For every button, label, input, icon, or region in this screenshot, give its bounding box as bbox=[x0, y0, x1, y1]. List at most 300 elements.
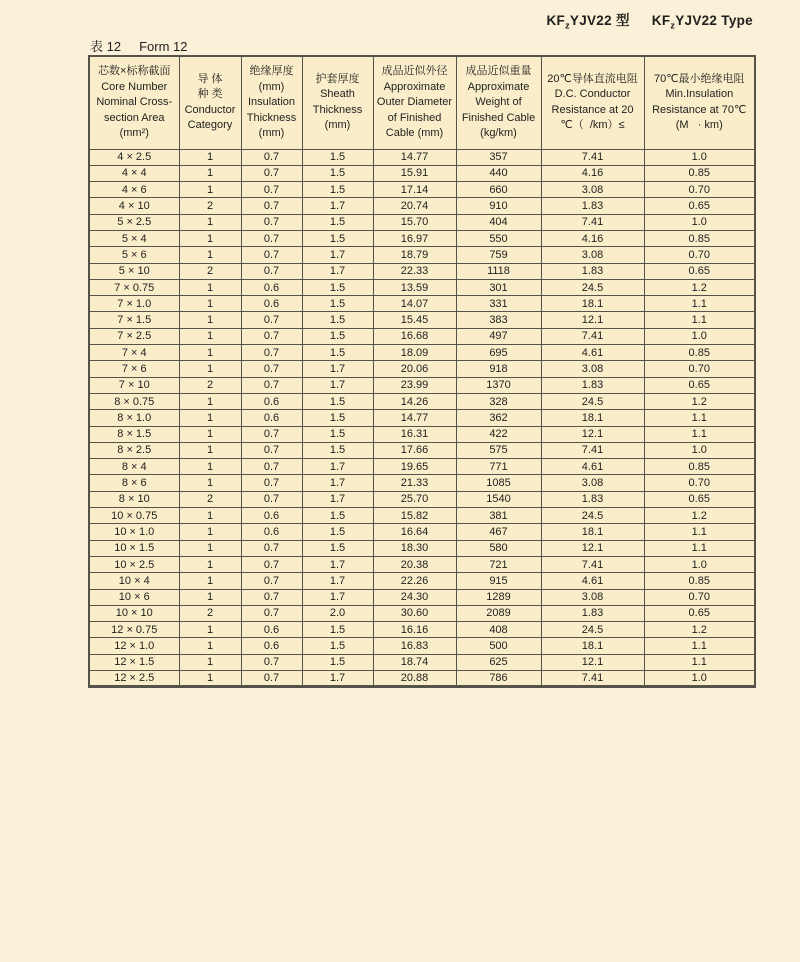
table-cell: 16.68 bbox=[373, 328, 456, 344]
table-cell: 18.74 bbox=[373, 654, 456, 670]
table-cell: 0.7 bbox=[241, 263, 302, 279]
table-cell: 497 bbox=[456, 328, 541, 344]
table-cell: 1.0 bbox=[644, 214, 755, 230]
table-cell: 0.7 bbox=[241, 589, 302, 605]
table-cell: 1 bbox=[179, 165, 241, 181]
header-line: 绝缘厚度 bbox=[249, 65, 294, 77]
table-cell: 2 bbox=[179, 491, 241, 507]
table-cell: 0.7 bbox=[241, 573, 302, 589]
table-cell: 24.5 bbox=[541, 622, 644, 638]
table-cell: 1.0 bbox=[644, 556, 755, 572]
table-row bbox=[89, 524, 755, 540]
table-cell: 1.7 bbox=[302, 459, 373, 475]
table-cell: 8 × 0.75 bbox=[89, 393, 179, 409]
table-cell: 1 bbox=[179, 426, 241, 442]
table-cell: 13.59 bbox=[373, 279, 456, 295]
table-cell: 1.7 bbox=[302, 573, 373, 589]
table-cell: 0.7 bbox=[241, 198, 302, 214]
table-cell: 1 bbox=[179, 622, 241, 638]
table-cell: 625 bbox=[456, 654, 541, 670]
table-cell: 1 bbox=[179, 589, 241, 605]
table-cell: 0.7 bbox=[241, 182, 302, 198]
table-cell: 404 bbox=[456, 214, 541, 230]
header-line: Category bbox=[187, 119, 233, 132]
table-cell: 7.41 bbox=[541, 149, 644, 165]
table-cell: 1.0 bbox=[644, 328, 755, 344]
table-cell: 1289 bbox=[456, 589, 541, 605]
table-cell: 1 bbox=[179, 296, 241, 312]
table-row bbox=[89, 263, 755, 279]
table-cell: 14.07 bbox=[373, 296, 456, 312]
table-cell: 18.1 bbox=[541, 638, 644, 654]
table-cell: 15.45 bbox=[373, 312, 456, 328]
table-cell: 16.83 bbox=[373, 638, 456, 654]
table-cell: 331 bbox=[456, 296, 541, 312]
table-cell: 2 bbox=[179, 377, 241, 393]
type-label-en: $KF_zYJV22$ Type bbox=[651, 13, 753, 31]
header-line: 芯数×标称截面 bbox=[98, 65, 171, 77]
header-line: Weight of bbox=[475, 96, 522, 108]
table-cell: 16.64 bbox=[373, 524, 456, 540]
table-cell: 0.70 bbox=[644, 475, 755, 491]
table-cell: 12 × 2.5 bbox=[89, 671, 179, 687]
table-cell: 1.7 bbox=[302, 671, 373, 687]
table-row bbox=[89, 605, 755, 621]
table-cell: 1 bbox=[179, 459, 241, 475]
type-label-cn-sub: z bbox=[565, 20, 570, 31]
col-header-1 bbox=[89, 56, 179, 149]
table-cell: 19.65 bbox=[373, 459, 456, 475]
table-cell: 1.1 bbox=[644, 296, 755, 312]
type-label-en-sub: z bbox=[670, 20, 676, 31]
table-cell: 12 × 1.0 bbox=[89, 638, 179, 654]
header-line: Conductor bbox=[184, 103, 236, 116]
table-cell: 1.5 bbox=[302, 426, 373, 442]
header-line: 成品近似重量 bbox=[465, 65, 532, 77]
table-cell: 1.83 bbox=[541, 491, 644, 507]
table-cell: 1 bbox=[179, 393, 241, 409]
table-cell: 1.83 bbox=[541, 263, 644, 279]
table-cell: 500 bbox=[456, 638, 541, 654]
table-cell: 10 × 1.5 bbox=[89, 540, 179, 556]
header-line: Outer Diameter bbox=[376, 96, 453, 108]
table-cell: 1 bbox=[179, 654, 241, 670]
table-cell: 0.7 bbox=[241, 475, 302, 491]
table-cell: 8 × 1.0 bbox=[89, 410, 179, 426]
table-cell: 7.41 bbox=[541, 556, 644, 572]
table-cell: 0.6 bbox=[241, 279, 302, 295]
table-cell: 18.1 bbox=[541, 524, 644, 540]
table-cell: 7 × 2.5 bbox=[89, 328, 179, 344]
table-row bbox=[89, 296, 755, 312]
table-cell: 1.7 bbox=[302, 377, 373, 393]
table-cell: 3.08 bbox=[541, 361, 644, 377]
header-line: Core Number bbox=[101, 80, 168, 93]
table-cell: 0.85 bbox=[644, 165, 755, 181]
table-row bbox=[89, 671, 755, 687]
table-cell: 1.83 bbox=[541, 605, 644, 621]
header-line: 70℃最小绝缘电阻 bbox=[653, 72, 745, 85]
table-cell: 12 × 0.75 bbox=[89, 622, 179, 638]
table-cell: 1.7 bbox=[302, 556, 373, 572]
table-cell: 4.61 bbox=[541, 573, 644, 589]
header-line: Approximate bbox=[467, 80, 530, 93]
table-cell: 0.7 bbox=[241, 671, 302, 687]
header-line: (mm) bbox=[258, 127, 285, 139]
table-cell: 0.7 bbox=[241, 556, 302, 572]
table-cell: 1 bbox=[179, 361, 241, 377]
table-cell: 1.5 bbox=[302, 149, 373, 165]
table-cell: 25.70 bbox=[373, 491, 456, 507]
table-cell: 12.1 bbox=[541, 312, 644, 328]
table-cell: 5 × 4 bbox=[89, 230, 179, 246]
table-cell: 0.65 bbox=[644, 198, 755, 214]
table-cell: 0.70 bbox=[644, 589, 755, 605]
table-row bbox=[89, 589, 755, 605]
table-cell: 422 bbox=[456, 426, 541, 442]
table-cell: 3.08 bbox=[541, 247, 644, 263]
header-line: (M · km) bbox=[675, 119, 723, 132]
table-cell: 1.5 bbox=[302, 182, 373, 198]
header-line: 种 类 bbox=[197, 88, 223, 101]
table-cell: 5 × 10 bbox=[89, 263, 179, 279]
table-cell: 1.5 bbox=[302, 524, 373, 540]
table-cell: 1 bbox=[179, 442, 241, 458]
header-line: (mm) bbox=[324, 119, 351, 132]
table-cell: 18.1 bbox=[541, 410, 644, 426]
table-cell: 915 bbox=[456, 573, 541, 589]
table-cell: 1.5 bbox=[302, 328, 373, 344]
header-line: ℃（ /km）≤ bbox=[560, 119, 625, 132]
table-cell: 20.74 bbox=[373, 198, 456, 214]
header-line: Insulation bbox=[247, 96, 296, 108]
table-cell: 2.0 bbox=[302, 605, 373, 621]
table-cell: 1 bbox=[179, 524, 241, 540]
table-cell: 7 × 10 bbox=[89, 377, 179, 393]
table-cell: 1.2 bbox=[644, 279, 755, 295]
table-cell: 10 × 2.5 bbox=[89, 556, 179, 572]
table-cell: 12 × 1.5 bbox=[89, 654, 179, 670]
table-cell: 4.61 bbox=[541, 459, 644, 475]
table-cell: 0.85 bbox=[644, 345, 755, 361]
table-cell: 1.7 bbox=[302, 247, 373, 263]
table-cell: 1.5 bbox=[302, 279, 373, 295]
header-line: Finished Cable bbox=[461, 111, 536, 124]
table-cell: 15.70 bbox=[373, 214, 456, 230]
table-cell: 18.79 bbox=[373, 247, 456, 263]
table-cell: 1 bbox=[179, 230, 241, 246]
header-line: Thickness bbox=[312, 103, 363, 116]
table-cell: 0.7 bbox=[241, 442, 302, 458]
col-header-6 bbox=[456, 56, 541, 149]
table-cell: 22.33 bbox=[373, 263, 456, 279]
table-cell: 24.5 bbox=[541, 508, 644, 524]
table-cell: 12.1 bbox=[541, 654, 644, 670]
table-cell: 580 bbox=[456, 540, 541, 556]
table-row bbox=[89, 573, 755, 589]
table-cell: 15.82 bbox=[373, 508, 456, 524]
table-cell: 1.83 bbox=[541, 377, 644, 393]
table-cell: 1 bbox=[179, 247, 241, 263]
type-label-cn: $KF_zYJV22$ 型 bbox=[546, 13, 630, 31]
table-cell: 8 × 1.5 bbox=[89, 426, 179, 442]
table-cell: 18.30 bbox=[373, 540, 456, 556]
table-cell: 381 bbox=[456, 508, 541, 524]
table-cell: 0.6 bbox=[241, 638, 302, 654]
page-type-label bbox=[546, 9, 753, 31]
table-cell: 1.0 bbox=[644, 149, 755, 165]
table-cell: 1.5 bbox=[302, 622, 373, 638]
table-cell: 2 bbox=[179, 198, 241, 214]
table-caption-cn: 表 12 bbox=[90, 39, 122, 54]
table-cell: 18.09 bbox=[373, 345, 456, 361]
table-row bbox=[89, 410, 755, 426]
table-cell: 7 × 4 bbox=[89, 345, 179, 361]
table-cell: 3.08 bbox=[541, 589, 644, 605]
table-row bbox=[89, 312, 755, 328]
table-cell: 0.6 bbox=[241, 524, 302, 540]
table-cell: 17.66 bbox=[373, 442, 456, 458]
table-row bbox=[89, 393, 755, 409]
table-cell: 14.26 bbox=[373, 393, 456, 409]
table-cell: 0.7 bbox=[241, 377, 302, 393]
table-cell: 10 × 1.0 bbox=[89, 524, 179, 540]
table-cell: 0.6 bbox=[241, 622, 302, 638]
table-caption-en: Form 12 bbox=[139, 39, 188, 54]
col-header-7 bbox=[541, 56, 644, 149]
table-cell: 408 bbox=[456, 622, 541, 638]
table-cell: 1 bbox=[179, 475, 241, 491]
table-cell: 0.65 bbox=[644, 377, 755, 393]
table-cell: 4 × 6 bbox=[89, 182, 179, 198]
table-cell: 1.5 bbox=[302, 654, 373, 670]
table-cell: 1.2 bbox=[644, 622, 755, 638]
table-header bbox=[89, 56, 755, 149]
table-cell: 1.5 bbox=[302, 296, 373, 312]
table-cell: 0.6 bbox=[241, 508, 302, 524]
table-cell: 14.77 bbox=[373, 410, 456, 426]
table-row bbox=[89, 198, 755, 214]
table-cell: 20.38 bbox=[373, 556, 456, 572]
table-cell: 0.7 bbox=[241, 149, 302, 165]
table-cell: 1.5 bbox=[302, 540, 373, 556]
table-cell: 357 bbox=[456, 149, 541, 165]
table-cell: 1.1 bbox=[644, 524, 755, 540]
table-row bbox=[89, 556, 755, 572]
table-cell: 1 bbox=[179, 149, 241, 165]
header-line: of Finished bbox=[387, 111, 442, 124]
header-line: 护套厚度 bbox=[315, 72, 360, 85]
table-cell: 1 bbox=[179, 671, 241, 687]
table-cell: 0.7 bbox=[241, 540, 302, 556]
table-cell: 8 × 2.5 bbox=[89, 442, 179, 458]
table-header-row bbox=[89, 56, 755, 149]
table-row bbox=[89, 654, 755, 670]
table-cell: 1.7 bbox=[302, 491, 373, 507]
table-cell: 1.7 bbox=[302, 361, 373, 377]
table-cell: 910 bbox=[456, 198, 541, 214]
table-cell: 721 bbox=[456, 556, 541, 572]
table-row bbox=[89, 247, 755, 263]
table-cell: 0.85 bbox=[644, 230, 755, 246]
table-cell: 16.97 bbox=[373, 230, 456, 246]
table-cell: 17.14 bbox=[373, 182, 456, 198]
table-cell: 7.41 bbox=[541, 442, 644, 458]
table-row bbox=[89, 149, 755, 165]
header-line: (mm) bbox=[258, 80, 285, 93]
table-cell: 7.41 bbox=[541, 328, 644, 344]
table-row bbox=[89, 214, 755, 230]
table-cell: 7 × 6 bbox=[89, 361, 179, 377]
table-cell: 16.31 bbox=[373, 426, 456, 442]
table-cell: 1.83 bbox=[541, 198, 644, 214]
table-row bbox=[89, 426, 755, 442]
table-cell: 0.7 bbox=[241, 491, 302, 507]
table-cell: 30.60 bbox=[373, 605, 456, 621]
table-cell: 10 × 0.75 bbox=[89, 508, 179, 524]
table-cell: 0.7 bbox=[241, 328, 302, 344]
table-cell: 1.7 bbox=[302, 589, 373, 605]
table-cell: 1.2 bbox=[644, 393, 755, 409]
col-header-2 bbox=[179, 56, 241, 149]
table-cell: 0.65 bbox=[644, 263, 755, 279]
table-cell: 4 × 10 bbox=[89, 198, 179, 214]
table-cell: 7 × 0.75 bbox=[89, 279, 179, 295]
table-cell: 550 bbox=[456, 230, 541, 246]
table-cell: 2 bbox=[179, 605, 241, 621]
table-cell: 0.65 bbox=[644, 605, 755, 621]
table-cell: 14.77 bbox=[373, 149, 456, 165]
table-row bbox=[89, 475, 755, 491]
table-cell: 1 bbox=[179, 556, 241, 572]
table-cell: 1 bbox=[179, 182, 241, 198]
table-cell: 383 bbox=[456, 312, 541, 328]
table-cell: 1.7 bbox=[302, 475, 373, 491]
table-cell: 0.7 bbox=[241, 361, 302, 377]
table-cell: 1.5 bbox=[302, 230, 373, 246]
table-cell: 5 × 6 bbox=[89, 247, 179, 263]
table-row bbox=[89, 508, 755, 524]
table-cell: 328 bbox=[456, 393, 541, 409]
table-cell: 24.5 bbox=[541, 393, 644, 409]
table-cell: 10 × 10 bbox=[89, 605, 179, 621]
header-line: Thickness bbox=[246, 111, 297, 124]
table-cell: 20.88 bbox=[373, 671, 456, 687]
header-line: Nominal Cross- bbox=[96, 96, 173, 108]
table-cell: 771 bbox=[456, 459, 541, 475]
table-cell: 1.0 bbox=[644, 442, 755, 458]
table-cell: 362 bbox=[456, 410, 541, 426]
table-row bbox=[89, 165, 755, 181]
table-cell: 2 bbox=[179, 263, 241, 279]
table-cell: 660 bbox=[456, 182, 541, 198]
table-cell: 3.08 bbox=[541, 182, 644, 198]
table-row bbox=[89, 377, 755, 393]
table-row bbox=[89, 345, 755, 361]
table-cell: 1.2 bbox=[644, 508, 755, 524]
table-cell: 467 bbox=[456, 524, 541, 540]
table-cell: 1.0 bbox=[644, 671, 755, 687]
table-cell: 1.1 bbox=[644, 654, 755, 670]
table-cell: 1.5 bbox=[302, 638, 373, 654]
table-body bbox=[89, 149, 755, 687]
table-cell: 1.7 bbox=[302, 198, 373, 214]
table-cell: 1 bbox=[179, 638, 241, 654]
table-cell: 1 bbox=[179, 410, 241, 426]
table-row bbox=[89, 638, 755, 654]
table-cell: 0.6 bbox=[241, 393, 302, 409]
table-cell: 695 bbox=[456, 345, 541, 361]
header-line: Approximate bbox=[383, 80, 446, 93]
table-cell: 0.7 bbox=[241, 312, 302, 328]
table-cell: 0.7 bbox=[241, 426, 302, 442]
table-cell: 4 × 2.5 bbox=[89, 149, 179, 165]
header-line: Resistance at 20 bbox=[551, 103, 634, 116]
table-cell: 1.1 bbox=[644, 410, 755, 426]
table-cell: 4.16 bbox=[541, 165, 644, 181]
table-cell: 0.70 bbox=[644, 361, 755, 377]
table-cell: 1.5 bbox=[302, 165, 373, 181]
table-cell: 22.26 bbox=[373, 573, 456, 589]
table-cell: 7.41 bbox=[541, 214, 644, 230]
table-cell: 0.7 bbox=[241, 165, 302, 181]
table-cell: 4.16 bbox=[541, 230, 644, 246]
table-cell: 3.08 bbox=[541, 475, 644, 491]
table-cell: 5 × 2.5 bbox=[89, 214, 179, 230]
table-cell: 0.7 bbox=[241, 654, 302, 670]
table-cell: 1.5 bbox=[302, 345, 373, 361]
table-cell: 0.7 bbox=[241, 345, 302, 361]
table-cell: 8 × 10 bbox=[89, 491, 179, 507]
table-cell: 1085 bbox=[456, 475, 541, 491]
table-cell: 0.85 bbox=[644, 459, 755, 475]
table-cell: 918 bbox=[456, 361, 541, 377]
table-cell: 1.1 bbox=[644, 638, 755, 654]
table-caption bbox=[90, 36, 187, 55]
table-cell: 759 bbox=[456, 247, 541, 263]
table-cell: 0.65 bbox=[644, 491, 755, 507]
table-cell: 1 bbox=[179, 345, 241, 361]
table-cell: 4 × 4 bbox=[89, 165, 179, 181]
table-cell: 8 × 6 bbox=[89, 475, 179, 491]
table-row bbox=[89, 442, 755, 458]
table-cell: 20.06 bbox=[373, 361, 456, 377]
table-cell: 301 bbox=[456, 279, 541, 295]
table-cell: 1.1 bbox=[644, 540, 755, 556]
table-cell: 1 bbox=[179, 312, 241, 328]
table-cell: 1.5 bbox=[302, 312, 373, 328]
table-cell: 0.85 bbox=[644, 573, 755, 589]
table-row bbox=[89, 491, 755, 507]
col-header-8 bbox=[644, 56, 755, 149]
header-line: 导 体 bbox=[197, 72, 223, 85]
table-cell: 1 bbox=[179, 328, 241, 344]
header-line: Resistance at 70℃ bbox=[652, 103, 747, 116]
header-line: (mm²) bbox=[119, 127, 149, 139]
table-cell: 10 × 4 bbox=[89, 573, 179, 589]
table-cell: 7 × 1.0 bbox=[89, 296, 179, 312]
table-cell: 1 bbox=[179, 540, 241, 556]
table-cell: 1 bbox=[179, 508, 241, 524]
table-cell: 24.30 bbox=[373, 589, 456, 605]
table-cell: 0.7 bbox=[241, 605, 302, 621]
table-cell: 4.61 bbox=[541, 345, 644, 361]
table-row bbox=[89, 361, 755, 377]
table-cell: 2089 bbox=[456, 605, 541, 621]
header-line: D.C. Conductor bbox=[554, 88, 631, 101]
header-line: (kg/km) bbox=[480, 127, 517, 139]
col-header-3 bbox=[241, 56, 302, 149]
